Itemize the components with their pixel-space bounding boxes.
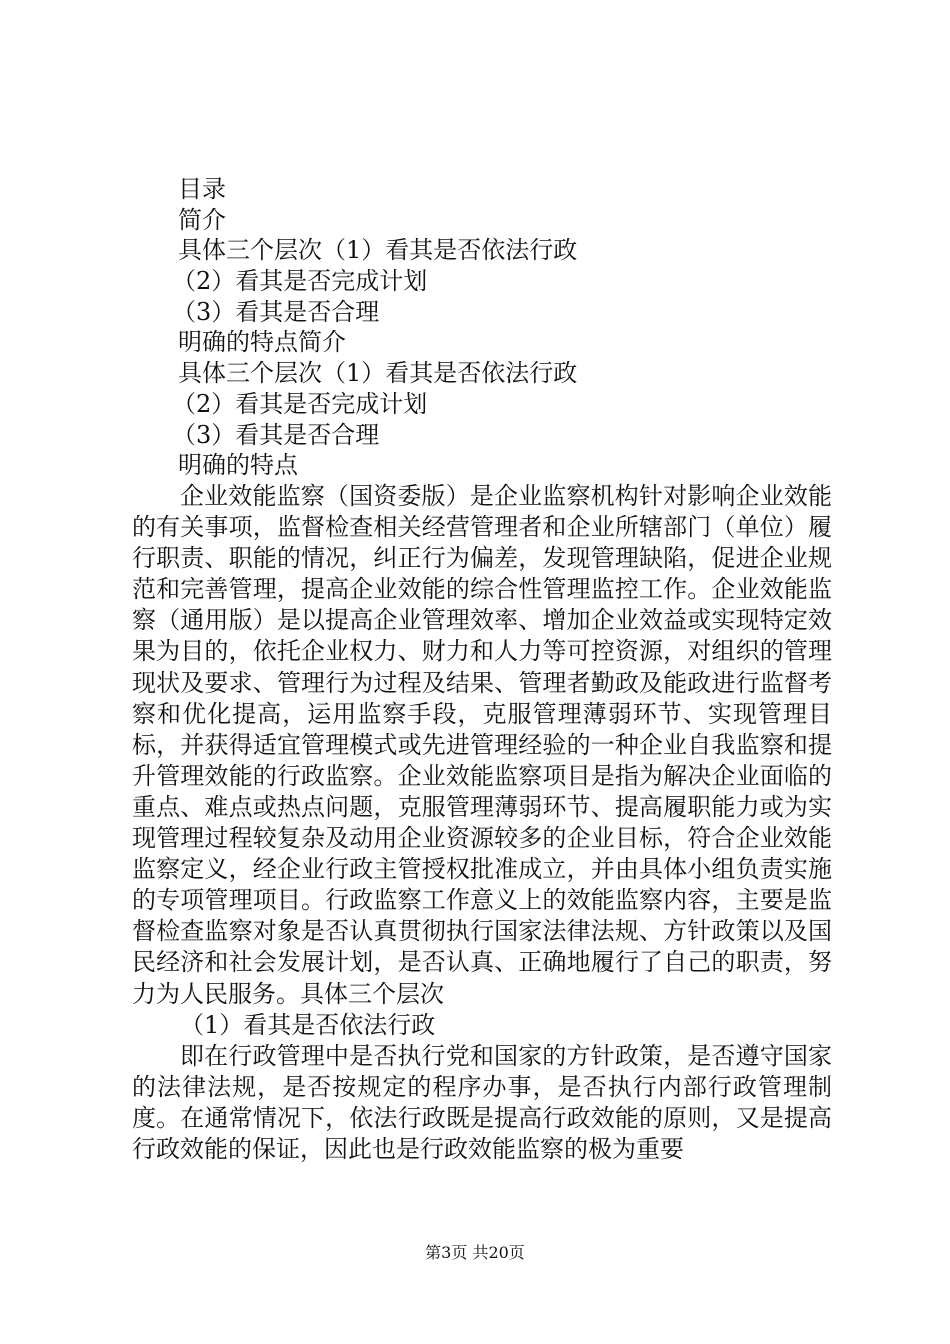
toc-item: （2）看其是否完成计划 — [172, 389, 428, 418]
section-heading: （1）看其是否依法行政 — [180, 1010, 436, 1039]
toc-item: 简介 — [178, 205, 226, 234]
body-paragraph: 即在行政管理中是否执行党和国家的方针政策，是否遵守国家的法律法规，是否按规定的程序办事，是否执行内部行政管理制度。在通常情况下，依法行政既是提高行政效能的原则，又是提高行政效能的保证，因此也是行政效能监察的极为重要 — [132, 1041, 832, 1163]
page-footer: 第3页 共20页 — [425, 1243, 525, 1262]
toc-item: （3）看其是否合理 — [172, 420, 380, 449]
document-body — [132, 481, 832, 1165]
toc-item: 明确的特点简介 — [178, 328, 346, 357]
toc-item: 明确的特点 — [178, 451, 298, 480]
toc-item: （3）看其是否合理 — [172, 297, 380, 326]
table-of-contents — [172, 174, 858, 481]
body-paragraph: 企业效能监察（国资委版）是企业监察机构针对影响企业效能的有关事项，监督检查相关经营管理者和企业所辖部门（单位）履行职责、职能的情况，纠正行为偏差，发现管理缺陷，促进企业规范和完善管理，提高企业效能的综合性管理监控工作。企业效能监察（通用版）是以提高企业管理效率、增加企业效益或实现特定效果为目的，依托企业权力、财力和人力等可控资源，对组织的管理现状及要求、管理行为过程及结果、管理者勤政及能政进行监督考察和优化提高，运用监察手段，克服管理薄弱环节、实现管理目标，并获得适宜管理模式或先进管理经验的一种企业自我监察和提升管理效能的行政监察。企业效能监察项目是指为解决企业面临的重点、难点或热点问题，克服管理薄弱环节、提高履职能力或为实现管理过程较复杂及动用企业资源较多的企业目标，符合企业效能监察定义，经企业行政主管授权批准成立，并由具体小组负责实施的专项管理项目。行政监察工作意义上的效能监察内容，主要是监督检查监察对象是否认真贯彻执行国家法律法规、方针政策以及国民经济和社会发展计划，是否认真、正确地履行了自己的职责，努力为人民服务。具体三个层次 — [132, 482, 832, 1008]
toc-title: 目录 — [178, 175, 226, 203]
toc-item: 具体三个层次（1）看其是否依法行政 — [178, 236, 578, 265]
toc-item: 具体三个层次（1）看其是否依法行政 — [178, 359, 578, 388]
toc-item: （2）看其是否完成计划 — [172, 267, 428, 296]
